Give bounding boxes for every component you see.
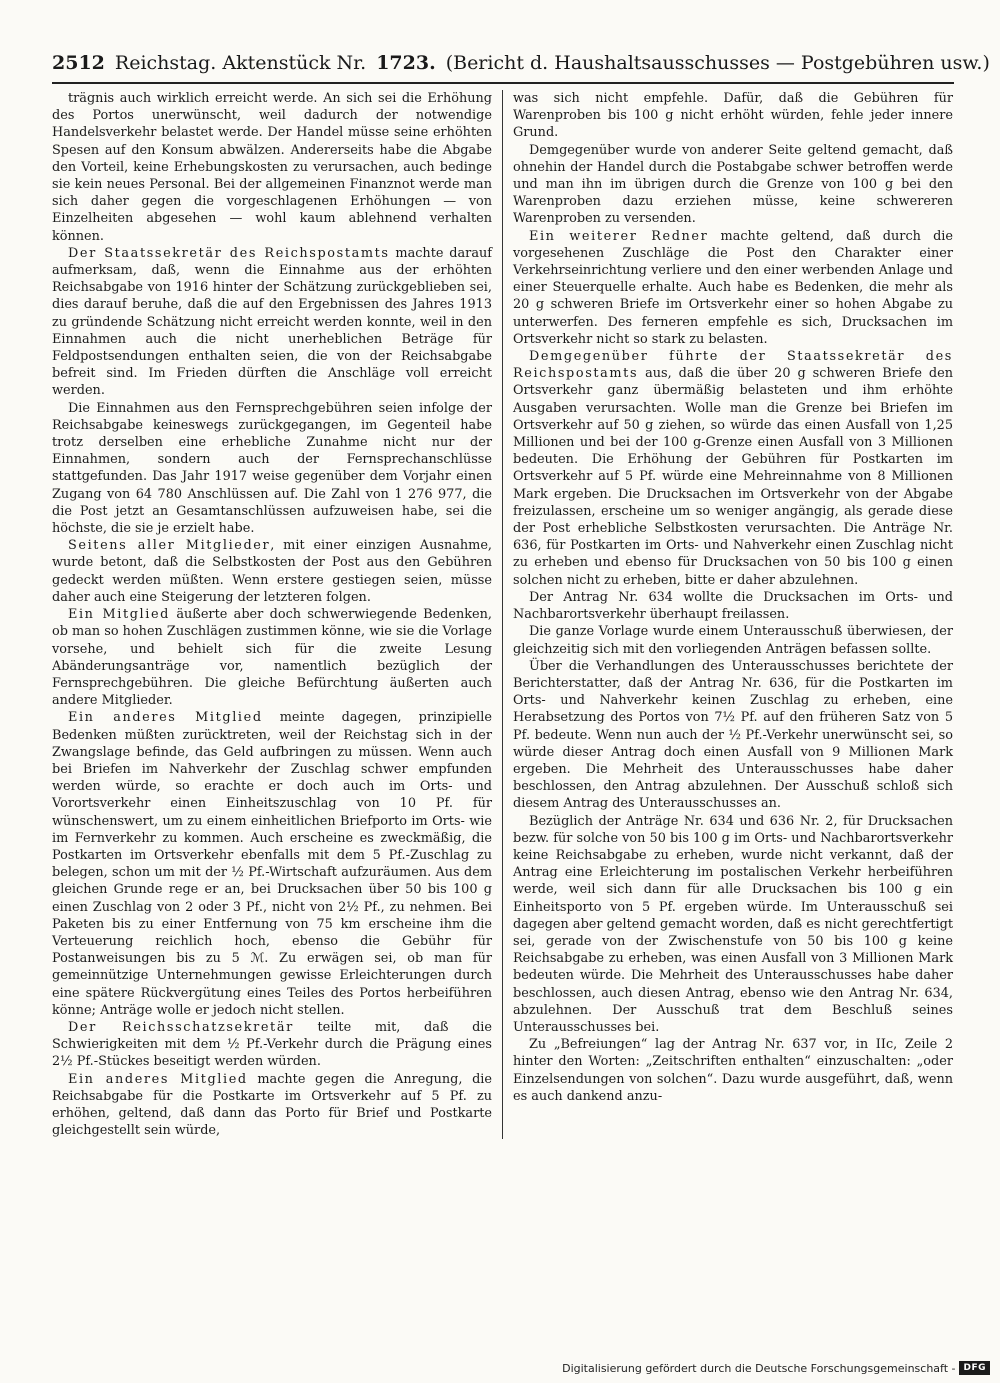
page-header — [52, 50, 990, 84]
document-page — [52, 50, 990, 1139]
speaker-lead: Ein anderes Mitglied — [68, 710, 263, 726]
right-column — [502, 90, 953, 1139]
dfg-logo: DFG — [959, 1361, 990, 1375]
paragraph-text: machte darauf aufmerksam, daß, wenn die Einnahme aus der erhöhten Reichsabgabe von 1916 hinter der Schätzung zurückgeblieben sei, dies darauf beruhe, daß die auf den Ergebnissen des Jahres 1913 zu gründende Schätzung nicht erreicht werden konnte, weil in den Einnahmen auch die nicht unerheblichen Beträge für Feldpostsendungen enthalten seien, die von der Reichsabgabe befreit sind. Im Frieden dürften die Anschläge voll erreicht werden. — [52, 245, 492, 399]
paragraph — [52, 400, 492, 538]
paragraph-text: was sich nicht empfehle. Dafür, daß die Gebühren für Warenproben bis 100 g nicht erhöht würden, fehle jeder innere Grund. — [513, 91, 953, 141]
speaker-lead: Der Reichsschatzsekretär — [68, 1019, 294, 1035]
paragraph-text: machte gegen die Anregung, die Reichsabgabe für die Postkarte im Ortsverkehr auf 5 Pf. zu erhöhen, geltend, daß dann das Porto für Brief und Postkarte gleichgestellt sein würde, — [52, 1071, 492, 1139]
header-title-a: Reichstag. Aktenstück Nr. — [114, 52, 367, 74]
page-number: 2512 — [52, 52, 105, 74]
header-title-b: (Bericht d. Haushaltsausschusses — Postgebühren usw.) — [445, 52, 990, 74]
speaker-lead: Ein weiterer Redner — [529, 228, 709, 244]
paragraph — [513, 90, 953, 142]
paragraph-text: teilte mit, daß die Schwierigkeiten mit dem ½ Pf.-Verkehr durch die Prägung eines 2½ Pf.-Stückes beseitigt werden würden. — [52, 1019, 492, 1070]
paragraph-text: Zu „Befreiungen“ lag der Antrag Nr. 637 vor, in IIc, Zeile 2 hinter den Worten: „Zeitschriften enthalten“ einzuschalten: „oder Einzelsendungen von solchen“. Dazu wurde ausgeführt, daß, wenn es auch dankend anzu- — [513, 1037, 953, 1104]
paragraph-text: Demgegenüber wurde von anderer Seite geltend gemacht, daß ohnehin der Handel durch die Postabgabe schwer betroffen werde und man ihn im übrigen durch die Grenze von 100 g bei den Warenproben dazu erziehen müsse, keine schwereren Warenproben zu versenden. — [513, 142, 953, 227]
paragraph-text: Bezüglich der Anträge Nr. 634 und 636 Nr. 2, für Drucksachen bezw. für solche von 50 bis 100 g im Orts- und Nachbarortsverkehr keine Reichsabgabe zu erheben, wurde nicht verkannt, daß der Antrag eine Erleichterung im postalischen Verkehr herbeiführen werde, weil sich dann für alle Drucksachen bis 100 g ein Einheitsporto von 5 Pf. ergeben würde. Im Unterausschuß sei dagegen aber geltend gemacht worden, daß es nicht gerechtfertigt sei, gerade von der Zwischenstufe von 50 bis 100 g keine Reichsabgabe zu erheben, was einen Ausfall von 3 Millionen Mark bedeuten würde. Die Mehrheit des Unterausschusses habe daher beschlossen, auch diesen Antrag, ebenso wie den Antrag Nr. 634, abzulehnen. Der Ausschuß trat dem Beschluß seines Unterausschusses bei. — [513, 813, 953, 1035]
paragraph-text: , mit einer einzigen Ausnahme, wurde betont, daß die Selbstkosten der Post aus den Gebühren gedeckt werden müßten. Wenn erstere gestiegen seien, müsse daher auch eine Steigerung der letzteren folgen. — [52, 538, 493, 605]
speaker-lead: Seitens aller Mitglieder — [68, 538, 271, 554]
paragraph — [52, 1019, 492, 1071]
speaker-lead: Ein Mitglied — [68, 607, 170, 623]
paragraph-text: äußerte aber doch schwerwiegende Bedenken, ob man so hohen Zuschlägen zustimmen könne, wie sie die Vorlage vorsehe, und behielt sich für die zweite Lesung Abänderungsanträge vor, namentlich bezüglich der Fernsprechgebühren. Die gleiche Befürchtung äußerten auch andere Mitglieder. — [52, 607, 493, 709]
paragraph — [52, 606, 492, 709]
paragraph — [513, 1036, 953, 1105]
paragraph — [513, 813, 953, 1037]
paragraph-text: Die ganze Vorlage wurde einem Unterausschuß überwiesen, der gleichzeitig sich mit den vorliegenden Anträgen befassen sollte. — [513, 624, 953, 657]
left-column — [52, 90, 502, 1139]
footer-credit: Digitalisierung gefördert durch die Deutsche Forschungsgemeinschaft - — [562, 1361, 956, 1375]
speaker-lead: Demgegenüber führte der Staatssekretär des Reichspostamts — [513, 349, 953, 382]
speaker-lead: Der Staatssekretär des Reichspostamts — [68, 245, 390, 261]
paragraph-text: Über die Verhandlungen des Unterausschusses berichtete der Berichterstatter, daß der Antrag Nr. 636, für die Postkarten im Orts- und Nahverkehr keinen Zuschlag zu erheben, eine Herabsetzung des Portos von 7½ Pf. auf den früheren Satz von 5 Pf. bedeute. Wenn nun auch der ½ Pf.-Verkehr unerwünscht sei, so würde dieser Antrag doch einen Ausfall von 9 Millionen Mark ergeben. Die Mehrheit des Unterausschusses habe daher beschlossen, den Antrag abzulehnen. Der Ausschuß schloß sich diesem Antrag des Unterausschusses an. — [513, 658, 953, 812]
paragraph — [52, 245, 492, 400]
speaker-lead: Ein anderes Mitglied — [68, 1071, 248, 1087]
paragraph — [52, 1071, 492, 1140]
paragraph — [513, 142, 953, 228]
paragraph-text: Die Einnahmen aus den Fernsprechgebühren seien infolge der Reichsabgabe keineswegs zurückgegangen, im Gegenteil habe trotz derselben eine erhebliche Zunahme nicht nur der Einnahmen, sondern auch der Fernsprechanschlüsse stattgefunden. Das Jahr 1917 weise gegenüber dem Vorjahr einen Zugang von 64 780 Anschlüssen auf. Die Zahl von 1 276 977, die die Post jetzt an Gesamtanschlüssen aufzuweisen habe, sei die höchste, die sie je erzielt habe. — [52, 400, 492, 537]
paragraph-text: Der Antrag Nr. 634 wollte die Drucksachen im Orts- und Nachbarortsverkehr überhaupt freilassen. — [513, 589, 953, 623]
paragraph — [513, 228, 953, 348]
page-footer — [562, 1361, 990, 1375]
paragraph — [513, 348, 953, 589]
paragraph-text: aus, daß die über 20 g schweren Briefe den Ortsverkehr ganz übermäßig belasteten und ihm erhöhte Ausgaben verursachten. Wolle man die Grenze bei Briefen im Ortsverkehr auf 50 g ziehen, so würde das einen Ausfall von 1,25 Millionen und bei der 100 g-Grenze einen Ausfall von 3 Millionen bedeuten. Die Erhöhung der Gebühren für Postkarten im Ortsverkehr auf 5 Pf. würde eine Mehreinnahme von 8 Millionen Mark ergeben. Die Drucksachen im Ortsverkehr von der Abgabe freizulassen, erscheine um so weniger angängig, als gerade diese der Post erhebliche Selbstkosten verursachten. Die Anträge Nr. 636, für Postkarten im Orts- und Nahverkehr einen Zuschlag nicht zu erheben und ebenso für Drucksachen von 50 bis 100 g einen solchen nicht zu erheben, bitte er daher abzulehnen. — [513, 366, 953, 588]
paragraph — [513, 658, 953, 813]
paragraph-text: meinte dagegen, prinzipielle Bedenken müßten zurücktreten, weil der Reichstag sich in der Zwangslage befinde, das Geld aufbringen zu müssen. Wenn auch bei Briefen im Nahverkehr der Zuschlag schwer empfunden werden würde, so erachte er doch auch im Orts- und Vorortsverkehr einen Einheitszuschlag von 10 Pf. für wünschenswert, um zu einem einheitlichen Briefporto im Orts- wie im Fernverkehr zu kommen. Auch erscheine es zweckmäßig, die Postkarten im Ortsverkehr ebenfalls mit dem 5 Pf.-Zuschlag zu belegen, schon um mit der ½ Pf.-Wirtschaft aufzuräumen. Aus dem gleichen Grunde rege er an, bei Drucksachen über 50 bis 100 g einen Zuschlag von 2 oder 3 Pf., nicht von 2½ Pf., zu nehmen. Bei Paketen bis zu einer Entfernung von 75 km erscheine ihm die Verteuerung reichlich hoch, ebenso die Gebühr für Postanweisungen bis zu 5 ℳ. Zu erwägen sei, ob man für gemeinnützige Unternehmungen gewisse Erleichterungen durch eine spätere Rückvergütung eines Teiles des Portos herbeiführen könne; Anträge wolle er jedoch nicht stellen. — [52, 710, 492, 1018]
paragraph — [513, 589, 953, 623]
paragraph — [52, 537, 492, 606]
paragraph-text: machte geltend, daß durch die vorgesehenen Zuschläge die Post den Charakter einer Verkehrseinrichtung verliere und den einer werbenden Anlage und einer Steuerquelle erhalte. Auch habe es Bedenken, die mehr als 20 g schweren Briefe im Ortsverkehr einer so hohen Abgabe zu unterwerfen. Des ferneren empfehle es sich, Drucksachen im Ortsverkehr nicht so stark zu belasten. — [513, 228, 954, 347]
paragraph — [52, 709, 492, 1019]
document-number: 1723. — [376, 52, 436, 74]
paragraph — [513, 623, 953, 657]
paragraph — [52, 90, 492, 245]
text-columns — [52, 90, 954, 1139]
paragraph-text: trägnis auch wirklich erreicht werde. An sich sei die Erhöhung des Portos unerwünscht, weil dadurch der notwendige Handelsverkehr belastet werde. Der Handel müsse seine erhöhten Spesen auf den Konsum abwälzen. Andererseits habe die Abgabe den Vorteil, keine Erhebungskosten zu verursachen, auch bedinge sie kein neues Personal. Bei der allgemeinen Finanznot werde man sich daher gegen die vorgeschlagenen Erhöhungen — von Einzelheiten abgesehen — wohl kaum ablehnend verhalten können. — [52, 91, 492, 244]
